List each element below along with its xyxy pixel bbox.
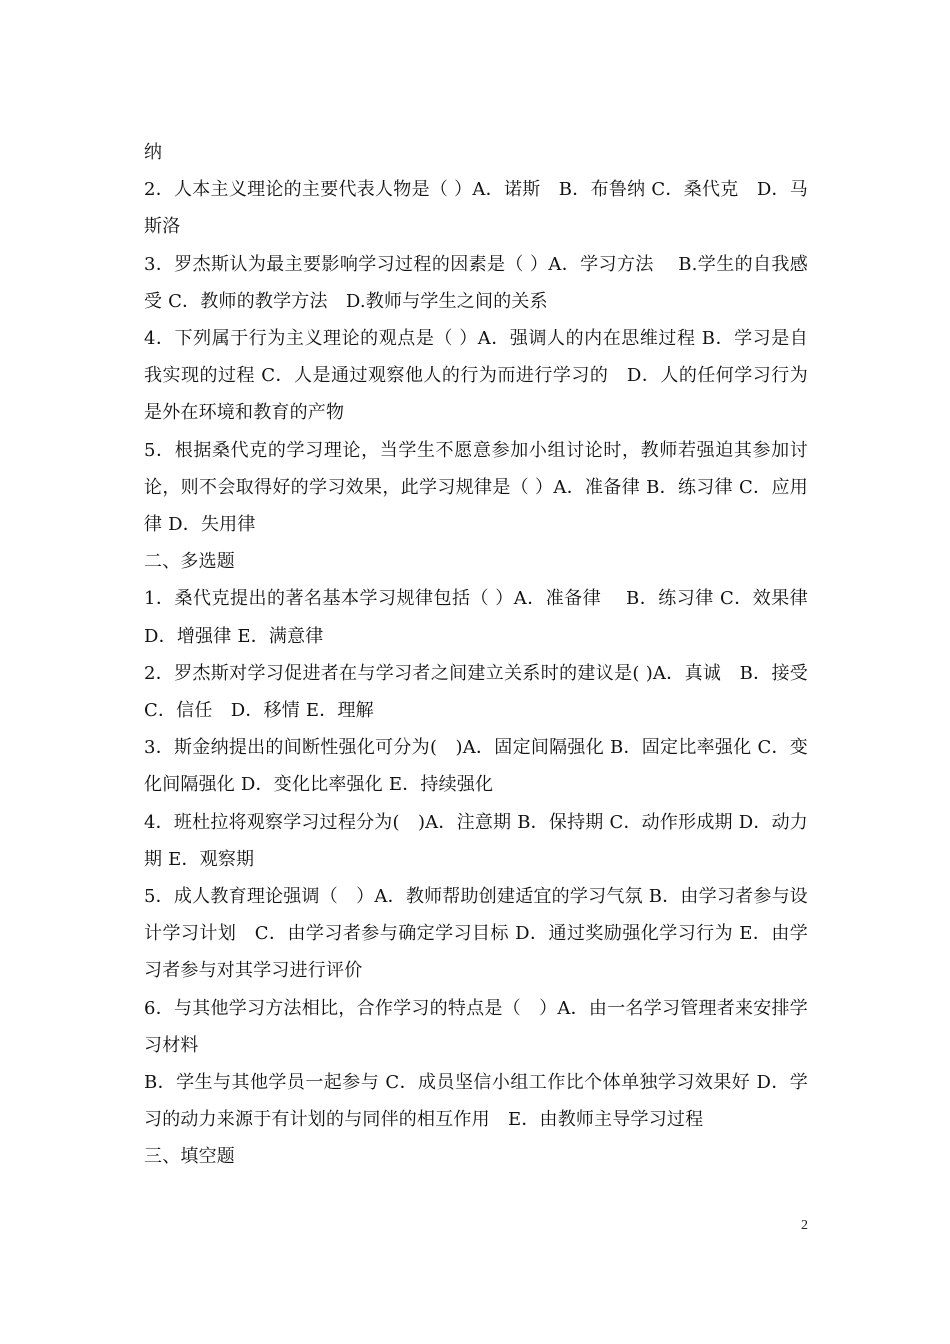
section-heading-multiple-choice: 二、多选题	[144, 551, 235, 573]
question-multi-6-options: B．学生与其他学员一起参与 C．成员坚信小组工作比个体单独学习效果好 D．学习的动力来源于有计划的与同伴的相互作用 E．由教师主导学习过程	[144, 1072, 808, 1131]
question-single-4: 4．下列属于行为主义理论的观点是（ ）A．强调人的内在思维过程 B．学习是自我实现的过程 C．人是通过观察他人的行为而进行学习的 D．人的任何学习行为是外在环境和教育的产物	[144, 328, 808, 424]
question-single-5: 5．根据桑代克的学习理论，当学生不愿意参加小组讨论时，教师若强迫其参加讨论，则不会取得好的学习效果，此学习规律是（ ）A．准备律 B．练习律 C．应用律 D．失用律	[144, 439, 808, 536]
question-multi-2: 2．罗杰斯对学习促进者在与学习者之间建立关系时的建议是( )A．真诚 B．接受 C．信任 D．移情 E．理解	[144, 662, 808, 722]
question-multi-5: 5．成人教育理论强调（ ）A．教师帮助创建适宜的学习气氛 B．由学习者参与设计学习计划 C．由学习者参与确定学习目标 D．通过奖励强化学习行为 E．由学习者参与对其学习进行评价	[144, 886, 808, 982]
question-single-3: 3．罗杰斯认为最主要影响学习过程的因素是（ ）A．学习方法 B.学生的自我感受 C．教师的教学方法 D.教师与学生之间的关系	[144, 253, 808, 312]
question-multi-3: 3．斯金纳提出的间断性强化可分为( )A．固定间隔强化 B．固定比率强化 C．变化间隔强化 D．变化比率强化 E．持续强化	[144, 737, 808, 796]
page-body	[144, 134, 827, 1176]
continuation-line: 纳	[144, 142, 163, 163]
question-multi-1: 1．桑代克提出的著名基本学习规律包括（ ）A．准备律 B．练习律 C．效果律 D．增强律 E．满意律	[144, 588, 827, 647]
question-single-2: 2．人本主义理论的主要代表人物是（ ）A．诺斯 B．布鲁纳 C．桑代克 D．马斯洛	[144, 179, 808, 238]
question-multi-4: 4．班杜拉将观察学习过程分为( )A．注意期 B．保持期 C．动作形成期 D．动力期 E．观察期	[144, 811, 808, 870]
question-multi-6: 6．与其他学习方法相比，合作学习的特点是（ ）A．由一名学习管理者来安排学习材料	[144, 997, 808, 1056]
page-number: 2	[801, 1218, 808, 1233]
section-heading-fill-in: 三、填空题	[144, 1146, 235, 1168]
